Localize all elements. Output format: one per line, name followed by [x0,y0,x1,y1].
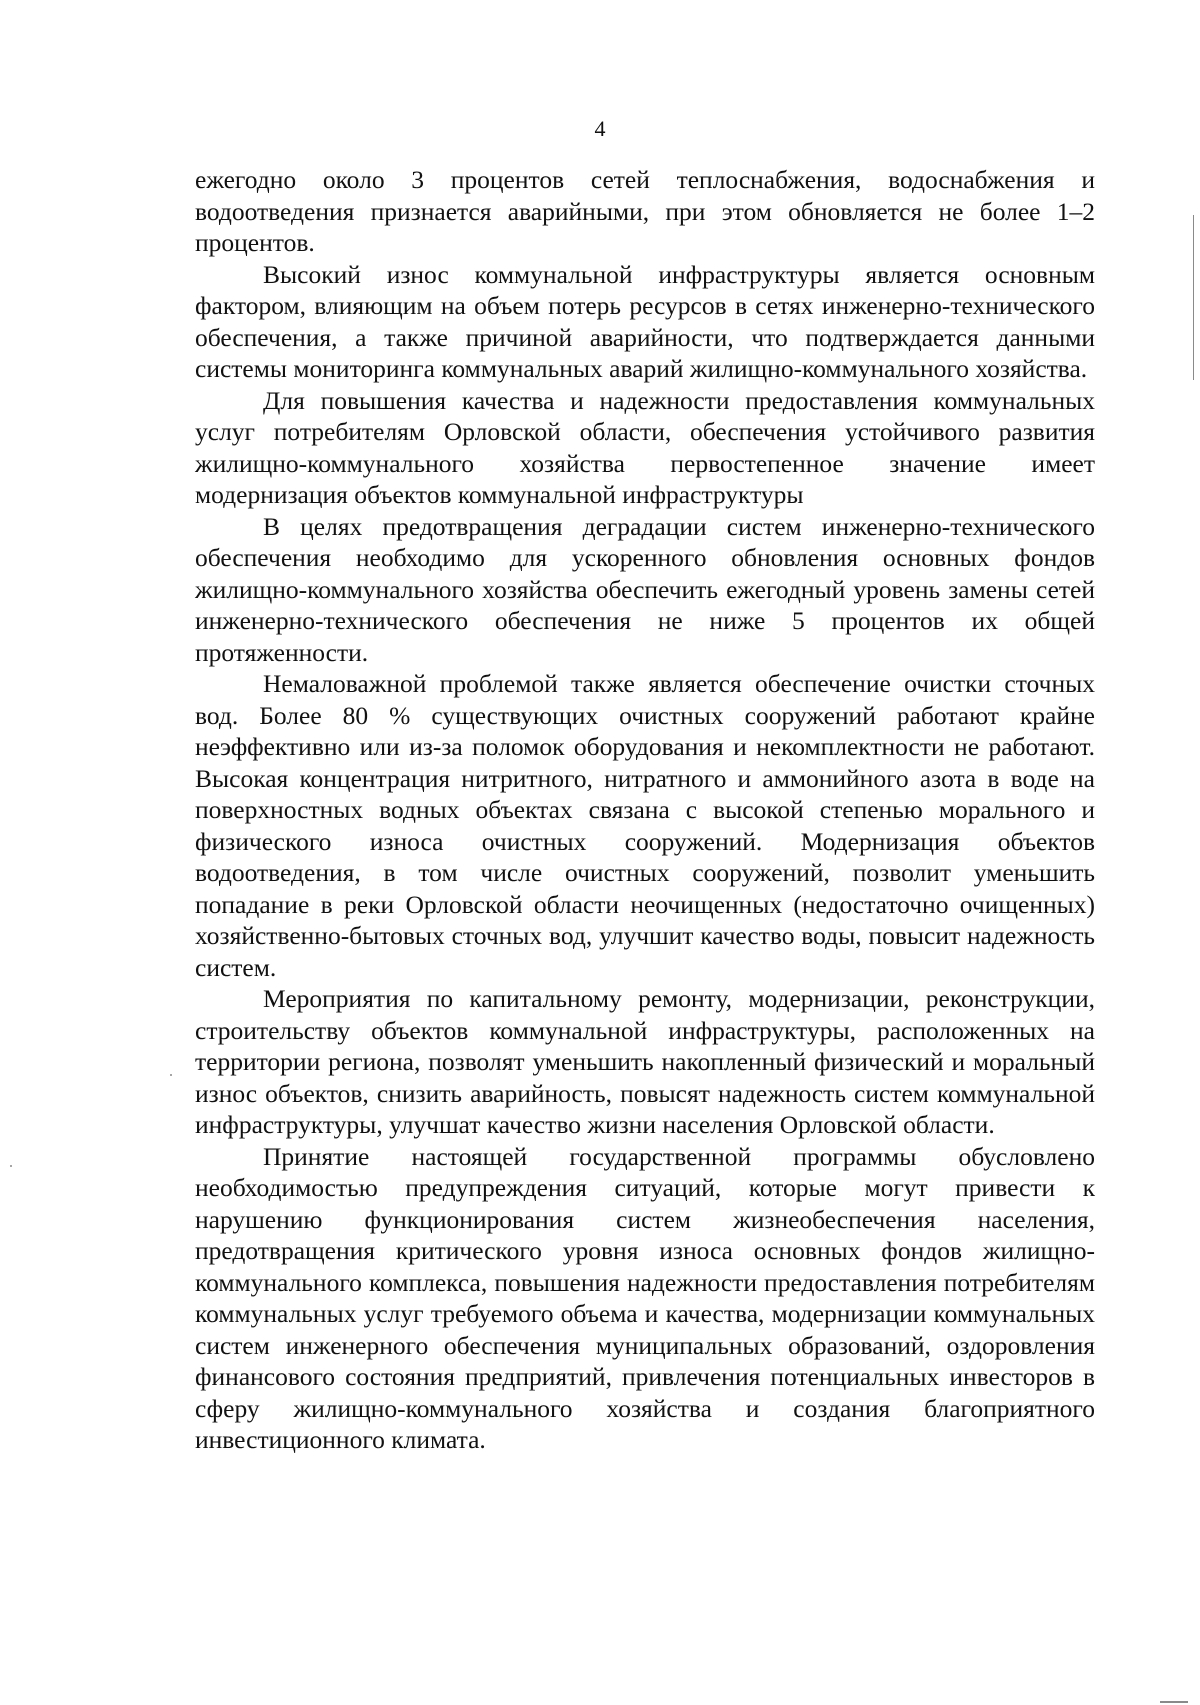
paragraph-infrastructure-wear: Высокий износ коммунальной инфраструктуры является основным фактором, влияющим на объем потерь ресурсов в сетях инженерно-технического обеспечения, а также причиной аварийности, что подтверждается данными системы мониторинга коммунальных аварий жилищно-коммунального хозяйства. [195,259,1095,383]
paragraph-wastewater: Немаловажной проблемой также является обеспечение очистки сточных вод. Более 80 % существующих очистных сооружений работают крайне неэффективно или из-за поломок оборудования и некомплектности не работают. Высокая концентрация нитритного, нитратного и аммонийного азота в воде на поверхностных водных объектах связана с высокой степенью морального и физического износа очистных сооружений. Модернизация объектов водоотведения, в том числе очистных сооружений, позволит уменьшить попадание в реки Орловской области неочищенных (недостаточно очищенных) хозяйственно-бытовых сточных вод, улучшит качество воды, повысит надежность систем. [195,669,1095,982]
scan-edge-mark [1193,215,1194,380]
page-number: 4 [594,116,606,141]
document-body [195,164,1095,1456]
scan-dust-mark [170,1074,172,1076]
paragraph-network-replacement: В целях предотвращения деградации систем инженерно-технического обеспечения необходимо для ускоренного обновления основных фондов жилищно-коммунального хозяйства обеспечить ежегодный уровень замены сетей инженерно-технического обеспечения не ниже 5 процентов их общей протяженности. [195,511,1095,667]
paragraph-continuation: ежегодно около 3 процентов сетей теплоснабжения, водоснабжения и водоотведения признается аварийными, при этом обновляется не более 1–2 процентов. [195,165,1095,257]
scan-dust-mark [10,1165,12,1167]
scan-corner-mark [1160,1701,1188,1703]
paragraph-service-quality: Для повышения качества и надежности предоставления коммунальных услуг потребителям Орловской области, обеспечения устойчивого развития жилищно-коммунального хозяйства первостепенное значение имеет модернизация объектов коммунальной инфраструктуры [195,385,1095,509]
paragraph-program-adoption: Принятие настоящей государственной программы обусловлено необходимостью предупреждения ситуаций, которые могут привести к нарушению функционирования систем жизнеобеспечения населения, предотвращения критического уровня износа основных фондов жилищно-коммунального комплекса, повышения надежности предоставления потребителям коммунальных услуг требуемого объема и качества, модернизации коммунальных систем инженерного обеспечения муниципальных образований, оздоровления финансового состояния предприятий, привлечения потенциальных инвесторов в сферу жилищно-коммунального хозяйства и создания благоприятного инвестиционного климата. [195,1141,1095,1454]
paragraph-measures: Мероприятия по капитальному ремонту, модернизации, реконструкции, строительству объектов коммунальной инфраструктуры, расположенных на территории региона, позволят уменьшить накопленный физический и моральный износ объектов, снизить аварийность, повысят надежность систем коммунальной инфраструктуры, улучшат качество жизни населения Орловской области. [195,984,1095,1139]
